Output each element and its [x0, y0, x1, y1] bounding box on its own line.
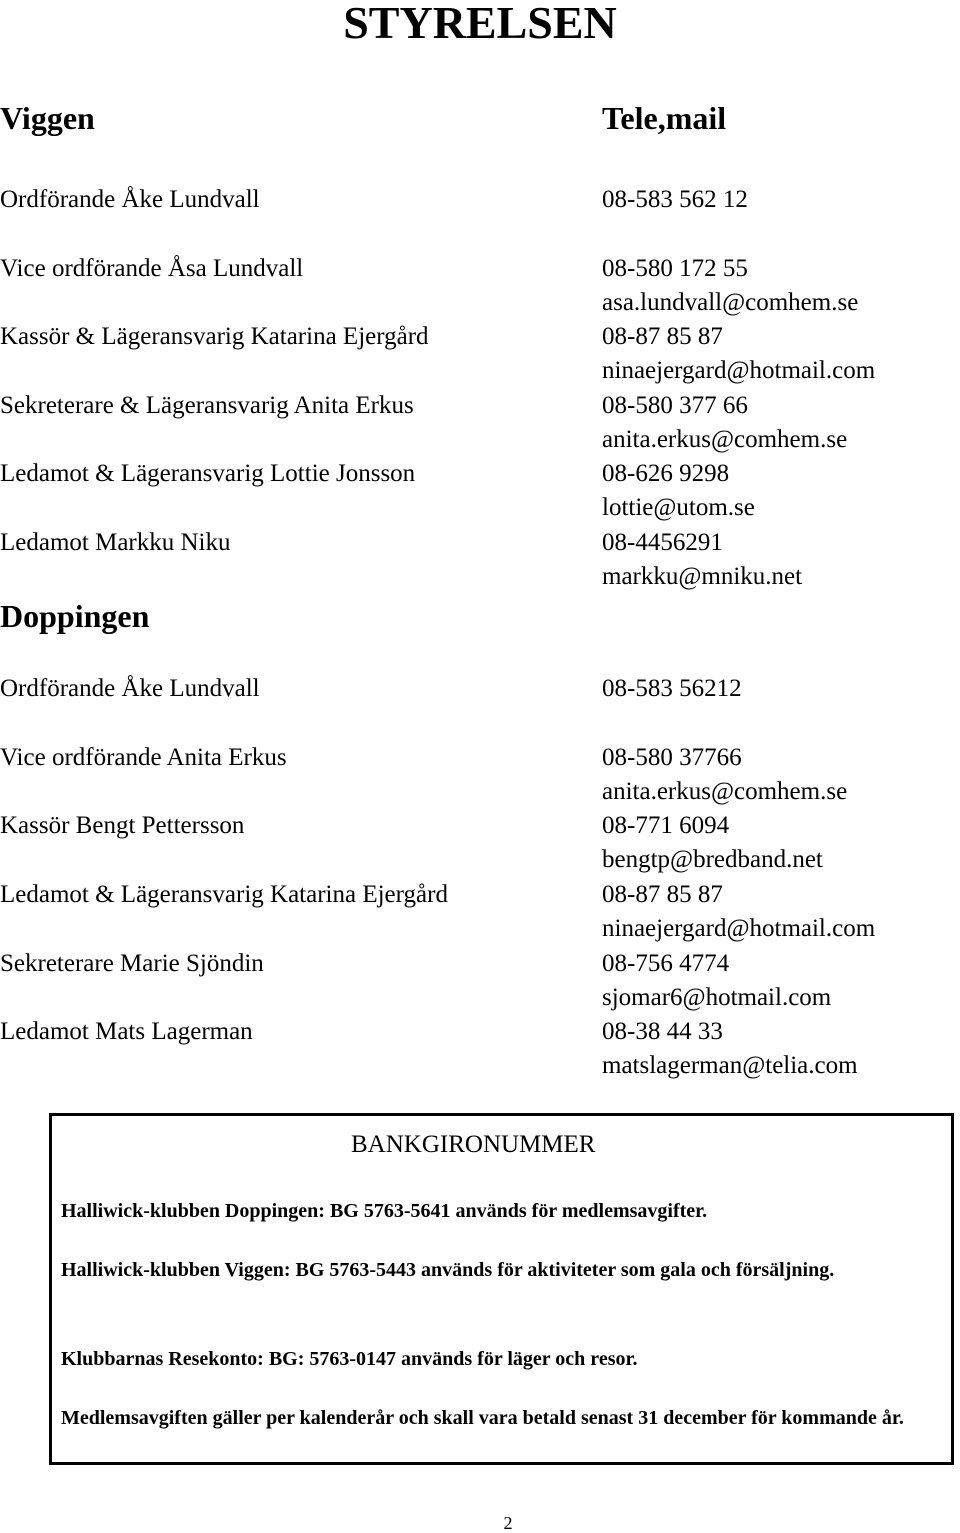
bankgiro-line: Medlemsavgiften gäller per kalenderår och skall vara betald senast 31 december för kommande år. — [61, 1407, 904, 1429]
viggen-heading: Viggen — [0, 100, 95, 136]
doppingen-member-phone: 08-38 44 33 — [602, 1018, 723, 1045]
viggen-member-phone: 08-580 377 66 — [602, 392, 748, 419]
page-title: STYRELSEN — [343, 0, 617, 48]
viggen-member-email: markku@mniku.net — [602, 563, 803, 590]
doppingen-member-role: Ordförande Åke Lundvall — [0, 675, 260, 702]
doppingen-member-phone: 08-580 37766 — [602, 744, 742, 771]
viggen-member-role: Ledamot Markku Niku — [0, 529, 231, 556]
viggen-member-role: Kassör & Lägeransvarig Katarina Ejergård — [0, 323, 429, 350]
doppingen-member-role: Kassör Bengt Pettersson — [0, 812, 245, 839]
bankgiro-line: Klubbarnas Resekonto: BG: 5763-0147 används för läger och resor. — [61, 1348, 638, 1370]
viggen-member-phone: 08-4456291 — [602, 529, 723, 556]
bankgiro-line: Halliwick-klubben Viggen: BG 5763-5443 används för aktiviteter som gala och försäljning. — [61, 1259, 835, 1281]
bankgiro-title: BANKGIRONUMMER — [351, 1131, 596, 1158]
viggen-member-phone: 08-580 172 55 — [602, 255, 748, 282]
contact-heading: Tele,mail — [602, 100, 727, 136]
viggen-member-email: ninaejergard@hotmail.com — [602, 357, 876, 384]
doppingen-member-role: Sekreterare Marie Sjöndin — [0, 950, 264, 977]
viggen-member-email: lottie@utom.se — [602, 494, 755, 521]
viggen-member-phone: 08-626 9298 — [602, 460, 730, 487]
page-number: 2 — [503, 1513, 513, 1533]
bankgiro-line: Halliwick-klubben Doppingen: BG 5763-5641 används för medlemsavgifter. — [61, 1200, 708, 1222]
doppingen-member-email: bengtp@bredband.net — [602, 846, 823, 873]
viggen-member-role: Vice ordförande Åsa Lundvall — [0, 255, 304, 282]
doppingen-member-phone: 08-756 4774 — [602, 950, 730, 977]
doppingen-member-phone: 08-87 85 87 — [602, 881, 723, 908]
doppingen-member-email: anita.erkus@comhem.se — [602, 778, 848, 805]
viggen-member-role: Sekreterare & Lägeransvarig Anita Erkus — [0, 392, 414, 419]
doppingen-member-role: Vice ordförande Anita Erkus — [0, 744, 287, 771]
doppingen-member-email: matslagerman@telia.com — [602, 1052, 858, 1079]
viggen-member-phone: 08-583 562 12 — [602, 186, 748, 213]
bankgiro-box — [49, 1113, 954, 1465]
viggen-member-phone: 08-87 85 87 — [602, 323, 723, 350]
doppingen-member-email: sjomar6@hotmail.com — [602, 984, 832, 1011]
doppingen-member-role: Ledamot Mats Lagerman — [0, 1018, 253, 1045]
viggen-member-email: asa.lundvall@comhem.se — [602, 289, 859, 316]
viggen-member-role: Ledamot & Lägeransvarig Lottie Jonsson — [0, 460, 416, 487]
doppingen-member-email: ninaejergard@hotmail.com — [602, 915, 876, 942]
doppingen-heading: Doppingen — [0, 598, 150, 634]
doppingen-member-phone: 08-583 56212 — [602, 675, 742, 702]
doppingen-member-phone: 08-771 6094 — [602, 812, 730, 839]
viggen-member-role: Ordförande Åke Lundvall — [0, 186, 260, 213]
doppingen-member-role: Ledamot & Lägeransvarig Katarina Ejergård — [0, 881, 448, 908]
viggen-member-email: anita.erkus@comhem.se — [602, 426, 848, 453]
